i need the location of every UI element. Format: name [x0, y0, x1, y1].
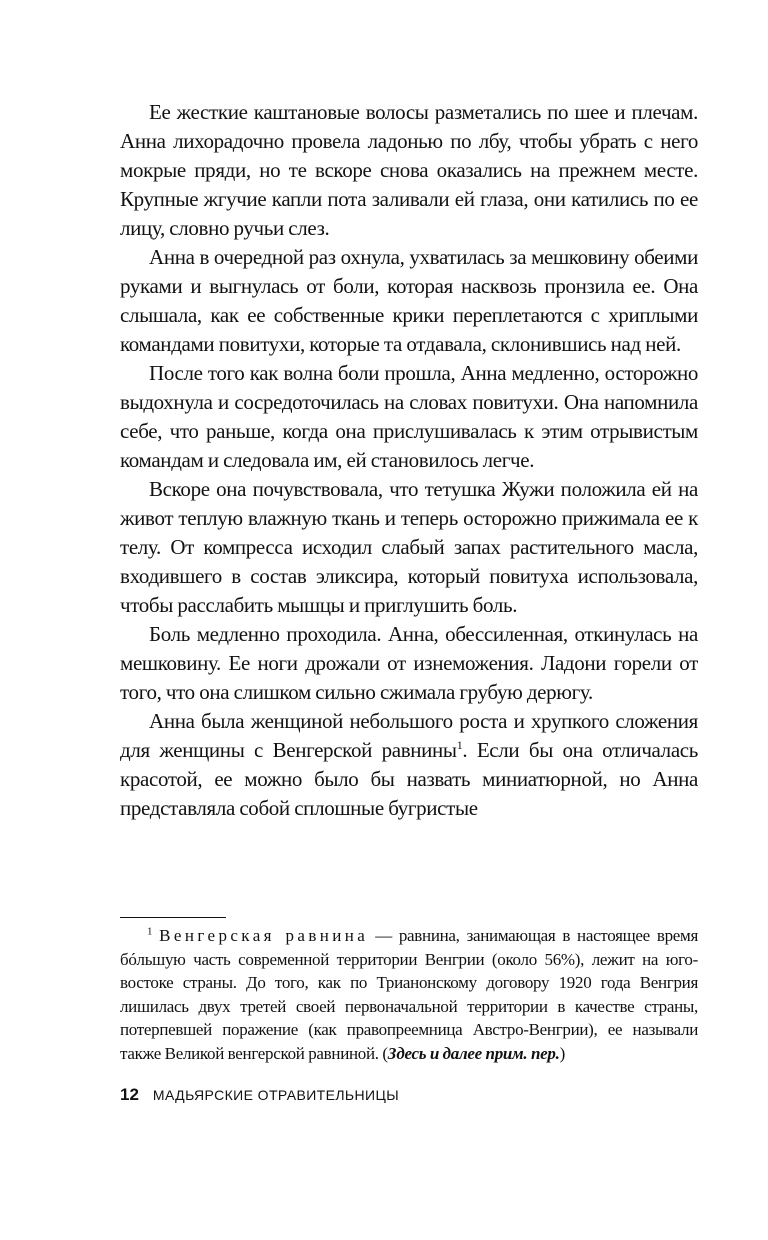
paragraph-4: Вскоре она почувствовала, что тетушка Жужи положила ей на живот теплую влажную ткань и теперь осторожно прижимала ее к телу. От компресса исходил слабый запах растительного масла, входившего в состав эликсира, который повитуха использовала, чтобы расслабить мышцы и приглушить боль. — [120, 477, 698, 617]
running-footer — [120, 1085, 399, 1105]
paragraph-1: Ее жесткие каштановые волосы разметались по шее и плечам. Анна лихорадочно провела ладонью по лбу, чтобы убрать с него мокрые пряди, но те вскоре снова оказались на прежнем месте. Крупные жгучие капли пота заливали ей глаза, они катились по ее лицу, словно ручьи слез. — [120, 100, 698, 240]
footnote — [120, 924, 698, 1065]
main-text — [120, 98, 698, 823]
paragraph-6-text-end: . Если бы она отличалась красотой, ее можно было бы назвать миниатюрной, но Анна представляла собой сплошные бугристые — [120, 738, 698, 820]
footnote-closing: ) — [559, 1043, 565, 1063]
footnote-number: 1 — [147, 925, 153, 938]
paragraph-2: Анна в очередной раз охнула, ухватилась за мешковину обеими руками и выгнулась от боли, которая насквозь пронзила ее. Она слышала, как ее собственные крики переплетаются с хриплыми командами повитухи, которые та отдавала, склонившись над ней. — [120, 245, 698, 356]
page-number: 12 — [120, 1085, 139, 1104]
running-book-title: МАДЬЯРСКИЕ ОТРАВИТЕЛЬНИЦЫ — [152, 1087, 400, 1103]
paragraph-6 — [120, 707, 698, 823]
paragraph-6-text-start: Анна была женщиной небольшого роста и хрупкого сложения для женщины с Венгерской равнины — [120, 709, 698, 762]
paragraph-5: Боль медленно проходила. Анна, обессиленная, откинулась на мешковину. Ее ноги дрожали от изнеможения. Ладони горели от того, что она слишком сильно сжимала грубую дерюгу. — [120, 622, 698, 704]
footnote-reference-mark: 1 — [456, 738, 463, 752]
footnote-divider — [120, 917, 226, 918]
paragraph-3: После того как волна боли прошла, Анна медленно, осторожно выдохнула и сосредоточилась на словах повитухи. Она напомнила себе, что раньше, когда она прислушивалась к этим отрывистым командам и следовала им, ей становилось легче. — [120, 361, 698, 472]
footnote-body: — равнина, занимающая в настоящее время бóльшую часть современной территории Венгрии (около 56%), лежит на юго-востоке страны. До того, как по Трианонскому договору 1920 года Венгрия лишилась двух третей своей первоначальной территории в качестве страны, потерпевшей поражение (как правопреемница Австро-Венгрии), ее называли также Великой венгерской равниной. ( — [120, 926, 699, 1063]
footnote-term: Венгерская равнина — [159, 926, 369, 945]
translator-note: Здесь и далее прим. пер. — [387, 1043, 560, 1063]
